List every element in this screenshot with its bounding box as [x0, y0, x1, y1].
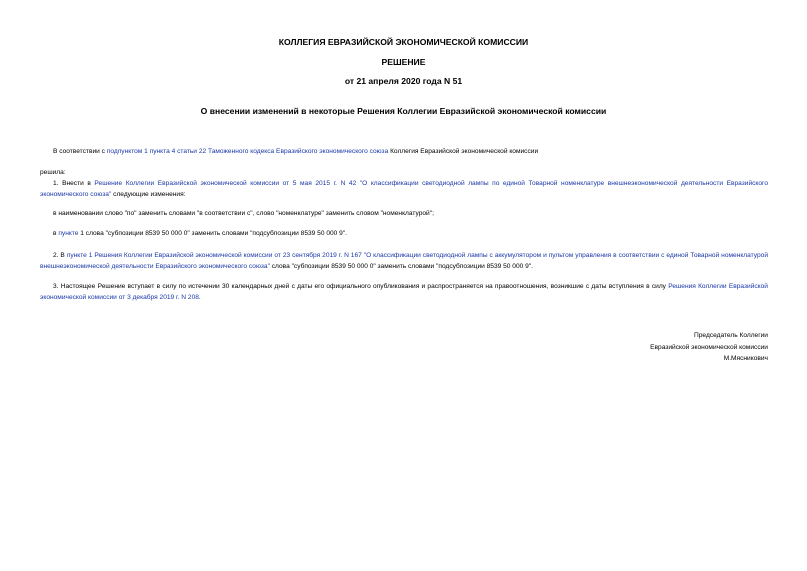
preamble-paragraph: [40, 146, 768, 157]
item-2-text-before: 2. В: [53, 252, 67, 259]
item-2-text-after: слова "субпозиции 8539 50 000 0" заменить словами "подсубпозиции 8539 50 000 9".: [269, 263, 533, 270]
item-1b-text-before: в: [53, 230, 59, 237]
document-type-heading: РЕШЕНИЕ: [381, 57, 426, 67]
signature-organization: Евразийской экономической комиссии: [650, 344, 768, 351]
item-3-paragraph: [40, 281, 768, 303]
item-1-subparagraph-point: [40, 228, 768, 239]
decision-208-link[interactable]: Решения Коллегии Евразийской экономической комиссии от 3 декабря 2019 г. N 208: [40, 283, 768, 301]
signature-name: М.Мясникович: [723, 355, 768, 362]
item-3-text-before: 3. Настоящее Решение вступает в силу по истечении 30 календарных дней с даты его официального опубликования и распространяется на правоотношения, возникшие с даты вступления в силу: [53, 283, 669, 290]
signature-position: Председатель Коллегии: [694, 332, 768, 339]
document-date-number: от 21 апреля 2020 года N 51: [344, 76, 463, 86]
item-1-paragraph: [40, 178, 768, 200]
item-1-text-before: 1. Внести в: [53, 180, 95, 187]
preamble-text-before: В соответствии с: [53, 148, 107, 155]
document-title: О внесении изменений в некоторые Решения Коллегии Евразийской экономической комиссии: [200, 106, 607, 116]
item-1b-text-after: 1 слова "субпозиции 8539 50 000 0" заменить словами "подсубпозиции 8539 50 000 9".: [78, 230, 347, 237]
organization-heading: КОЛЛЕГИЯ ЕВРАЗИЙСКОЙ ЭКОНОМИЧЕСКОЙ КОМИССИИ: [278, 37, 529, 47]
item-1-text-after: следующие изменения:: [111, 191, 186, 198]
item-3-text-after: .: [198, 294, 201, 301]
item-2-paragraph: [40, 250, 768, 272]
decided-label: решила:: [40, 169, 66, 176]
decision-167-link[interactable]: пункте 1 Решения Коллегии Евразийской экономической комиссии от 23 сентября 2019 г. N 167 "О классификации светодиодной лампы с аккумулятором и пультом управления в соответствии с единой Товарной номенклатурой внешнеэкономической деятельности Евразийского экономического союза": [40, 252, 769, 270]
point-link[interactable]: пункте: [58, 230, 79, 237]
decision-42-link[interactable]: Решение Коллегии Евразийской экономической комиссии от 5 мая 2015 г. N 42 "О классификации светодиодной лампы по единой Товарной номенклатуре внешнеэкономической деятельности Евразийского экономического союза": [40, 180, 768, 198]
item-1-subparagraph-name: в наименовании слово "по" заменить словами "в соответствии с", слово "номенклатуре" заменить словом "номенклатурой";: [53, 210, 434, 217]
customs-code-link[interactable]: подпунктом 1 пункта 4 статьи 22 Таможенного кодекса Евразийского экономического союза: [106, 148, 389, 155]
preamble-text-after: Коллегия Евразийской экономической комиссии: [388, 148, 539, 155]
